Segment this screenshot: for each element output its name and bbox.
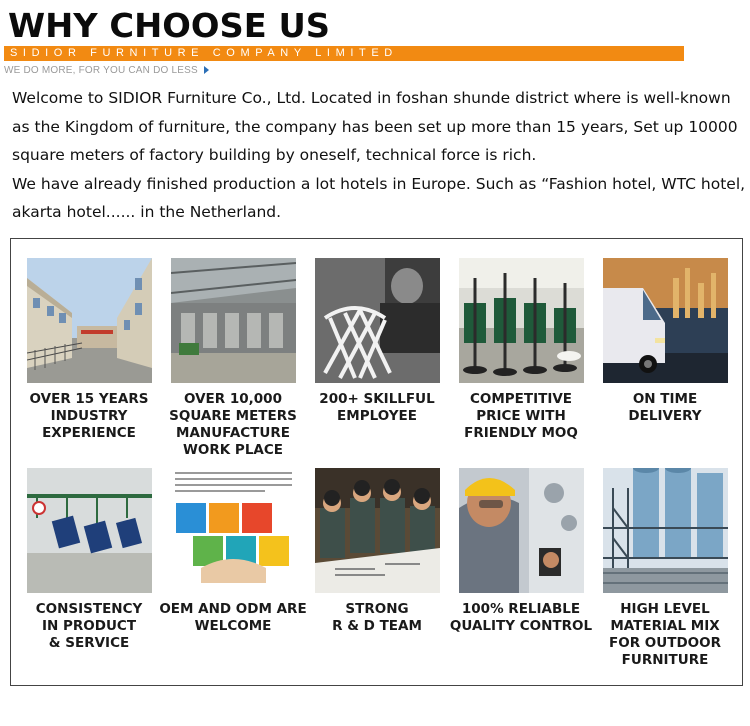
feature-caption: HIGH LEVEL MATERIAL MIX FOR OUTDOOR FURNITURE: [609, 601, 721, 668]
powder-coating-line-photo: [27, 468, 152, 593]
intro-text: [12, 84, 747, 227]
feature-caption: OVER 15 YEARS INDUSTRY EXPERIENCE: [29, 391, 149, 441]
intro-line: We have already finished production a lot hotels in Europe. Such as “Fashion hotel, WTC hotel,: [12, 174, 746, 193]
feature-caption: CONSISTENCY IN PRODUCT & SERVICE: [35, 601, 143, 651]
industrial-plant-photo: [603, 468, 728, 593]
arrow-right-icon: [204, 66, 209, 74]
feature-caption: OEM AND ODM ARE WELCOME: [159, 601, 307, 634]
intro-line: Welcome to SIDIOR Furniture Co., Ltd. Located in foshan shunde district where is well-known: [12, 89, 731, 107]
feature-caption: 200+ SKILLFUL EMPLOYEE: [319, 391, 435, 424]
factory-exterior-photo: [27, 258, 152, 383]
worker-weaving-photo: [315, 258, 440, 383]
slogan-text: WE DO MORE, FOR YOU CAN DO LESS: [4, 65, 198, 76]
intro-line: as the Kingdom of furniture, the company has been set up more than 15 years, Set up 10000: [12, 117, 738, 136]
puzzle-handshake-photo: [171, 468, 296, 593]
quality-inspector-photo: [459, 468, 584, 593]
company-banner: [4, 46, 684, 61]
features-grid: [10, 238, 743, 686]
slogan: [4, 65, 209, 76]
page-title: WHY CHOOSE US: [8, 6, 331, 45]
factory-interior-photo: [171, 258, 296, 383]
company-name: SIDIOR FURNITURE COMPANY LIMITED: [10, 47, 398, 59]
intro-line: square meters of factory building by oneself, technical force is rich.: [12, 146, 537, 164]
feature-caption: STRONG R & D TEAM: [332, 601, 422, 634]
intro-line: akarta hotel...... in the Netherland.: [12, 203, 282, 221]
bar-stools-photo: [459, 258, 584, 383]
feature-caption: COMPETITIVE PRICE WITH FRIENDLY MOQ: [464, 391, 578, 441]
feature-caption: 100% RELIABLE QUALITY CONTROL: [449, 601, 593, 634]
design-team-photo: [315, 468, 440, 593]
feature-caption: ON TIME DELIVERY: [628, 391, 702, 424]
delivery-van-photo: [603, 258, 728, 383]
feature-caption: OVER 10,000 SQUARE METERS MANUFACTURE WORK PLACE: [169, 391, 297, 458]
